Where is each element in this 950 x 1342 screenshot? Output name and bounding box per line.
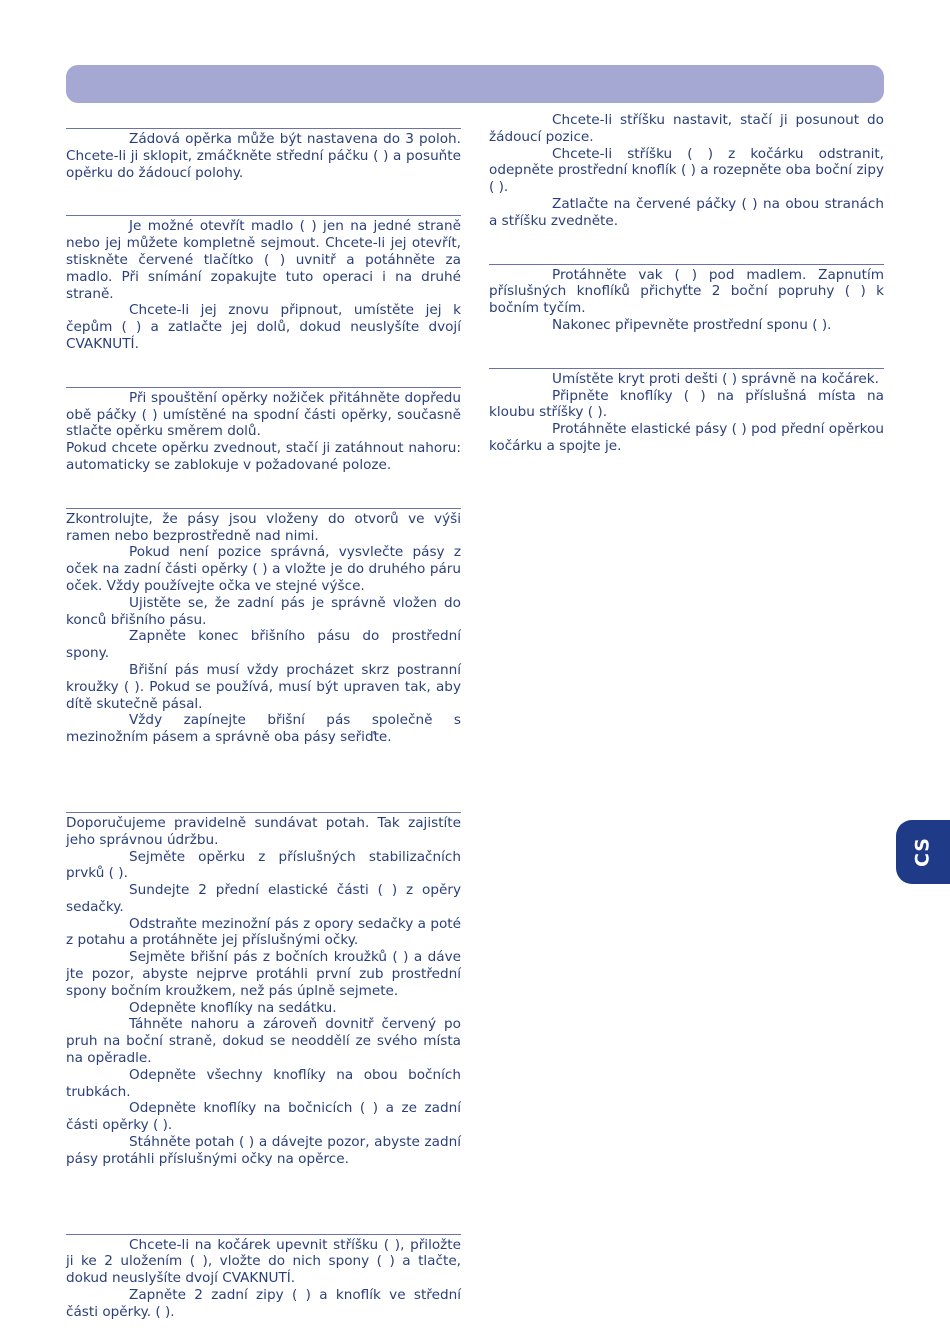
section-rule	[66, 128, 461, 129]
paragraph: Protáhněte vak ( ) pod madlem. Zapnutím příslušných knoflíků přichyťte 2 boční popruhy ( ) k bočním tyčím.	[489, 266, 884, 317]
right-column	[489, 112, 884, 455]
language-tab	[896, 820, 950, 884]
section-harness	[66, 508, 461, 746]
language-tab-label: CS	[911, 837, 934, 867]
section-rule	[66, 1234, 461, 1235]
paragraph: Pokud chcete opěrku zvednout, stačí ji zatáhnout nahoru: automaticky se zablokuje v požadované poloze.	[66, 440, 461, 473]
paragraph: Vždy zapínejte břišní pás společně s mezinožním pásem a správně oba pásy seřiďte.	[66, 712, 461, 746]
paragraph: Je možné otevřít madlo ( ) jen na jedné straně nebo jej můžete kompletně sejmout. Chcete-li jej otevřít, stiskněte červené tlačítko ( ) uvnitř a potáhněte za madlo. Při snímání zopakujte tuto operaci i na druhé straně.	[66, 218, 461, 302]
paragraph: Chcete-li jej znovu připnout, umístěte jej k čepům ( ) a zatlačte jej dolů, dokud neuslyšíte dvojí CVAKNUTÍ.	[66, 302, 461, 352]
paragraph: Sejměte břišní pás z bočních kroužků ( ) a dáve jte pozor, abyste nejprve protáhli první zub prostřední spony bočním kroužkem, než pás úplně sejmete.	[66, 949, 461, 999]
section-handle	[66, 215, 461, 352]
paragraph: Táhněte nahoru a zároveň dovnitř červený po pruh na boční straně, dokud se neoddělí ze svého místa na opěradle.	[66, 1016, 461, 1067]
paragraph: Břišní pás musí vždy procházet skrz postranní kroužky ( ). Pokud se používá, musí být upraven tak, aby dítě skutečně pásal.	[66, 661, 461, 712]
section-canopy-attach	[66, 1234, 461, 1321]
section-rule	[66, 812, 461, 813]
paragraph: Zapněte konec břišního pásu do prostřední spony.	[66, 628, 461, 662]
section-rule	[66, 215, 461, 216]
section-backrest	[66, 128, 461, 181]
section-bag	[489, 264, 884, 334]
left-column	[66, 128, 461, 1321]
paragraph: Zkontrolujte, že pásy jsou vloženy do otvorů ve výši ramen nebo bezprostředně nad nimi.	[66, 510, 461, 544]
section-rule	[66, 387, 461, 388]
paragraph: Připněte knoflíky ( ) na příslušná místa na kloubu stříšky ( ).	[489, 387, 884, 421]
paragraph: Umístěte kryt proti dešti ( ) správně na kočárek.	[552, 370, 879, 387]
section-canopy-adjust	[489, 112, 884, 230]
paragraph: Chcete-li stříšku ( ) z kočárku odstranit, odepněte prostřední knoflík ( ) a rozepněte oba boční zipy ( ).	[489, 145, 884, 196]
paragraph: Nakonec připevněte prostřední sponu ( ).	[552, 316, 832, 333]
header-bar	[66, 65, 884, 103]
paragraph: Odepněte knoflíky na bočnicích ( ) a ze zadní části opěrky ( ).	[66, 1100, 461, 1134]
paragraph: Stáhněte potah ( ) a dávejte pozor, abyste zadní pásy protáhli příslušnými očky na opěrce.	[66, 1134, 461, 1167]
paragraph: Sundejte 2 přední elastické části ( ) z opěry sedačky.	[66, 882, 461, 915]
paragraph: Chcete-li stříšku nastavit, stačí ji posunout do žádoucí pozice.	[489, 112, 884, 145]
paragraph: Doporučujeme pravidelně sundávat potah. Tak zajistíte jeho správnou údržbu.	[66, 814, 461, 848]
paragraph: Odepněte knoflíky na sedátku.	[129, 999, 337, 1016]
section-rule	[489, 368, 884, 369]
paragraph: Odepněte všechny knoflíky na obou bočních trubkách.	[66, 1066, 461, 1100]
section-footrest	[66, 387, 461, 474]
paragraph: Chcete-li na kočárek upevnit stříšku ( ), přiložte ji ke 2 uložením ( ), vložte do nich spony ( ) a tlačte, dokud neuslyšíte dvojí CVAKNUTÍ.	[66, 1236, 461, 1287]
paragraph: Zádová opěrka může být nastavena do 3 poloh. Chcete-li ji sklopit, zmáčkněte střední páčku ( ) a posuňte opěrku do žádoucí polohy.	[66, 131, 461, 181]
paragraph: Pokud není pozice správná, vysvlečte pásy z oček na zadní části opěrky ( ) a vložte je do druhého páru oček. Vždy používejte očka ve stejné výšce.	[66, 544, 461, 594]
paragraph: Protáhněte elastické pásy ( ) pod přední opěrkou kočárku a spojte je.	[489, 421, 884, 454]
paragraph: Odstraňte mezinožní pás z opory sedačky a poté z potahu a protáhněte jej příslušnými očky.	[66, 915, 461, 949]
paragraph: Zapněte 2 zadní zipy ( ) a knoflík ve střední části opěrky. ( ).	[66, 1287, 461, 1320]
paragraph: Sejměte opěrku z příslušných stabilizačních prvků ( ).	[66, 848, 461, 882]
section-cover-removal	[66, 812, 461, 1168]
paragraph: Ujistěte se, že zadní pás je správně vložen do konců břišního pásu.	[66, 594, 461, 628]
section-rule	[66, 508, 461, 509]
paragraph: Při spouštění opěrky nožiček přitáhněte dopředu obě páčky ( ) umístěné na spodní části opěrky, současně stlačte opěrku směrem dolů.	[66, 389, 461, 440]
paragraph: Zatlačte na červené páčky ( ) na obou stranách a stříšku zvedněte.	[489, 195, 884, 229]
section-rain-cover	[489, 368, 884, 455]
section-rule	[489, 264, 884, 265]
